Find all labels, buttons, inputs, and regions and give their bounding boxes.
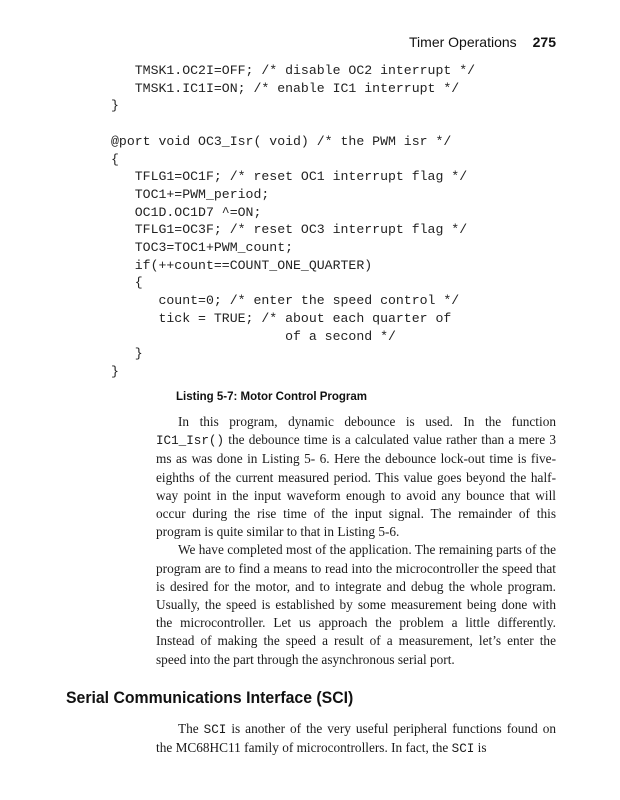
running-header-title: Timer Operations xyxy=(409,34,517,50)
code-line: TMSK1.OC2I=OFF; /* disable OC2 interrupt */ xyxy=(111,63,476,78)
code-line: TFLG1=OC3F; /* reset OC3 interrupt flag */ xyxy=(111,222,468,238)
code-line: count=0; /* enter the speed control */ xyxy=(111,293,460,309)
section-heading: Serial Communications Interface (SCI) xyxy=(66,688,354,707)
code-line: TOC1+=PWM_period; xyxy=(111,186,270,202)
paragraph-text: the debounce time is a calculated value rather than a mere 3 ms as was done in Listing 5- 6. Here the debounce lock-out time is five-eighths of the current measured period. This value goes beyond the half-way point in the input waveform enough to avoid any bounce that will occur during the rise time of the input signal. The remainder of this program is quite similar to that in Listing 5-6. xyxy=(156,432,556,540)
code-line: @port void OC3_Isr( void) /* the PWM isr */ xyxy=(111,133,452,149)
code-line: tick = TRUE; /* about each quarter of xyxy=(111,310,452,326)
paragraph-sci xyxy=(156,720,556,758)
paragraph-text: is xyxy=(474,740,487,756)
paragraph-debounce xyxy=(156,413,556,541)
code-line: } xyxy=(111,98,119,114)
code-line: } xyxy=(111,363,119,379)
paragraph-text: is another of the very useful peripheral functions found on the MC68HC11 family of microcontrollers. In fact, the xyxy=(156,721,556,756)
page-number: 275 xyxy=(532,34,556,50)
paragraph-text: In this program, dynamic debounce is used. In the function xyxy=(178,414,556,429)
code-line: TFLG1=OC1F; /* reset OC1 interrupt flag */ xyxy=(111,169,468,185)
listing-caption: Listing 5-7: Motor Control Program xyxy=(176,391,368,403)
code-line: OC1D.OC1D7 ^=ON; xyxy=(111,204,262,220)
code-line: TMSK1.IC1I=ON; /* enable IC1 interrupt */ xyxy=(111,80,460,96)
body-paragraphs-sci xyxy=(156,720,556,758)
paragraph-text: The xyxy=(178,721,204,736)
code-listing xyxy=(111,62,475,381)
inline-code: SCI xyxy=(203,723,227,737)
code-line: } xyxy=(111,346,143,362)
inline-code: SCI xyxy=(451,742,475,757)
code-line: if(++count==COUNT_ONE_QUARTER) xyxy=(111,257,373,273)
code-line: { xyxy=(111,151,119,167)
code-line: { xyxy=(111,275,143,291)
running-header xyxy=(409,34,556,50)
body-paragraphs xyxy=(156,413,556,669)
code-line: of a second */ xyxy=(111,328,396,344)
inline-code: IC1_Isr() xyxy=(156,434,225,449)
paragraph-application: We have completed most of the application. The remaining parts of the program are to find a means to read into the microcontroller the speed that is desired for the motor, and to integrate and debug the whole program. Usually, the speed is established by some measurement being done with the microcontroller. Let us approach the problem a little differently. Instead of making the speed a result of a measurement, let’s enter the speed into the part through the asynchronous serial port. xyxy=(156,542,556,667)
code-line: TOC3=TOC1+PWM_count; xyxy=(111,240,294,256)
